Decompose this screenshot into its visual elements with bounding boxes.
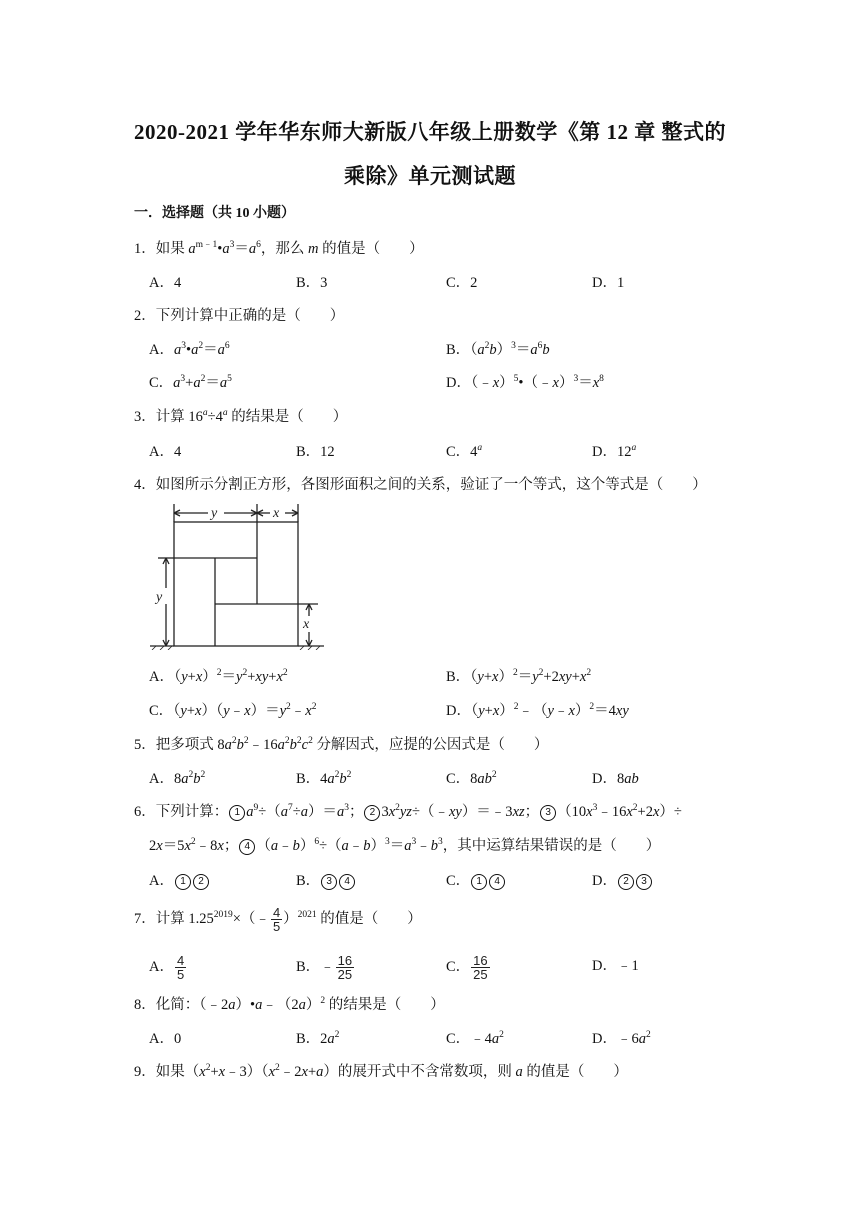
question-5-option-c[interactable]: C．$8ab^2$	[446, 770, 497, 787]
square-partition-figure	[148, 500, 328, 650]
circled-number: 1	[175, 874, 191, 890]
question-7-option-b[interactable]: B．﹣ $\frac{16}{25}$	[296, 953, 353, 982]
fig-label-right-x: x	[303, 617, 310, 632]
question-8-option-a[interactable]: A．0	[149, 1031, 182, 1047]
fraction-4-5: $\frac{4}{5}$	[272, 905, 281, 934]
question-2-option-c[interactable]: C．$a^3+a^2=a^5$	[149, 374, 232, 391]
question-8-option-d[interactable]: D．$﹣6a^2$	[592, 1030, 651, 1047]
question-1-option-c[interactable]: C．2	[446, 275, 478, 291]
question-3-stem: 3．计算 $16^a\div 4^a$ 的结果是（ ）	[134, 408, 348, 425]
fig-outer-square	[174, 522, 298, 646]
question-4-option-d[interactable]: D．$(y+x)^2﹣(y﹣x)^2=4xy$	[446, 702, 629, 719]
question-3-option-c[interactable]: C．4$^a$	[446, 443, 483, 460]
question-4-option-b[interactable]: B．$(y+x)^2=y^2+2xy+x^2$	[446, 668, 592, 685]
question-7-option-c[interactable]: C． $\frac{16}{25}$	[446, 953, 488, 982]
circled-number-3: 3	[540, 805, 556, 821]
page-title-line-1: 2020-2021 学年华东师大新版八年级上册数学《第 12 章 整式的	[134, 120, 726, 144]
question-7-stem: 7．计算 $1.25^{2019}\times(﹣$ $\frac{4}{5}$ ）$^{2021}$ 的值是（ ）	[134, 905, 422, 934]
question-2-stem: 2．下列计算中正确的是（ ）	[134, 308, 345, 324]
question-9-stem: 9．如果$(x^2+x﹣3)(x^2﹣2x+a)$的展开式中不含常数项，则 a 的值是（ ）	[134, 1063, 628, 1080]
circled-number-2: 2	[364, 805, 380, 821]
page-title-line-2: 乘除》单元测试题	[344, 164, 516, 188]
circled-number: 2	[193, 874, 209, 890]
question-1-option-d[interactable]: D．1	[592, 275, 625, 291]
fraction: $\frac{4}{5}$	[176, 953, 185, 982]
circled-number-4: 4	[239, 839, 255, 855]
question-2-option-b[interactable]: B．$(a^2b)^3=a^6b$	[446, 341, 550, 358]
question-5-stem: 5．把多项式 $8a^2b^2﹣16a^2b^2c^2$ 分解因式，应提的公因式是（ ）	[134, 736, 549, 753]
question-5-option-a[interactable]: A．$8a^2b^2$	[149, 770, 206, 787]
circled-number: 4	[489, 874, 505, 890]
question-7-option-a[interactable]: A． $\frac{4}{5}$	[149, 953, 185, 982]
question-1-option-a[interactable]: A．4	[149, 275, 182, 291]
fraction: $\frac{16}{25}$	[473, 953, 488, 982]
question-1-stem: 1．如果 $a^{m﹣1}•a^3=a^6$，那么 m 的值是（ ）	[134, 240, 424, 257]
fraction: $\frac{16}{25}$	[337, 953, 353, 982]
question-1-option-b[interactable]: B．3	[296, 275, 328, 291]
question-8-stem: 8．化简：$(﹣2a)•a﹣(2a)^2$ 的结果是（ ）	[134, 996, 445, 1013]
circled-number-1: 1	[229, 805, 245, 821]
question-7-option-d[interactable]: D．﹣1	[592, 958, 639, 974]
question-2-option-d[interactable]: D．$(﹣x)^5•(﹣x)^3=x^8$	[446, 374, 604, 391]
question-6-option-a[interactable]: A． 1 2	[149, 869, 210, 890]
question-8-option-b[interactable]: B．$2a^2$	[296, 1030, 340, 1047]
question-3-option-b[interactable]: B．12	[296, 444, 335, 460]
question-2-option-a[interactable]: A．$a^3•a^2=a^6$	[149, 341, 230, 358]
circled-number: 4	[339, 874, 355, 890]
circled-number: 3	[636, 874, 652, 890]
question-6-stem-line-1: 6．下列计算： 1 $a^9\div(a^7\div a)=a^3$； 2 $3x^2yz\div(﹣xy)=﹣3xz$； 3 $(10x^3﹣16x^2+2x)\div$	[134, 803, 682, 820]
question-4-option-a[interactable]: A．$(y+x)^2=y^2+xy+x^2$	[149, 668, 288, 685]
circled-number: 3	[321, 874, 337, 890]
question-8-option-c[interactable]: C．$﹣4a^2$	[446, 1030, 504, 1047]
question-5-option-d[interactable]: D．8ab	[592, 771, 639, 787]
question-5-option-b[interactable]: B．$4a^2b^2$	[296, 770, 352, 787]
question-3-option-a[interactable]: A．4	[149, 444, 182, 460]
question-3-option-d[interactable]: D．12$^a$	[592, 443, 637, 460]
fig-label-left-y: y	[156, 590, 163, 605]
question-4-stem: 4．如图所示分割正方形，各图形面积之间的关系，验证了一个等式，这个等式是（ ）	[134, 477, 707, 493]
section-heading: 一．选择题（共 10 小题）	[134, 206, 295, 221]
question-6-option-b[interactable]: B． 3 4	[296, 869, 356, 890]
circled-number: 1	[471, 874, 487, 890]
question-6-option-d[interactable]: D． 2 3	[592, 869, 653, 890]
question-6-option-c[interactable]: C． 1 4	[446, 869, 506, 890]
question-6-stem-line-2: $2x=5x^2﹣8x$； 4 $(a﹣b)^6\div(a﹣b)^3=a^3﹣b^3$，其中运算结果错误的是（ ）	[149, 837, 661, 854]
question-4-option-c[interactable]: C．$(y+x)(y﹣x)=y^2﹣x^2$	[149, 702, 317, 719]
circled-number: 2	[618, 874, 634, 890]
fig-label-top-x: x	[273, 506, 280, 521]
fig-label-top-y: y	[211, 506, 218, 521]
